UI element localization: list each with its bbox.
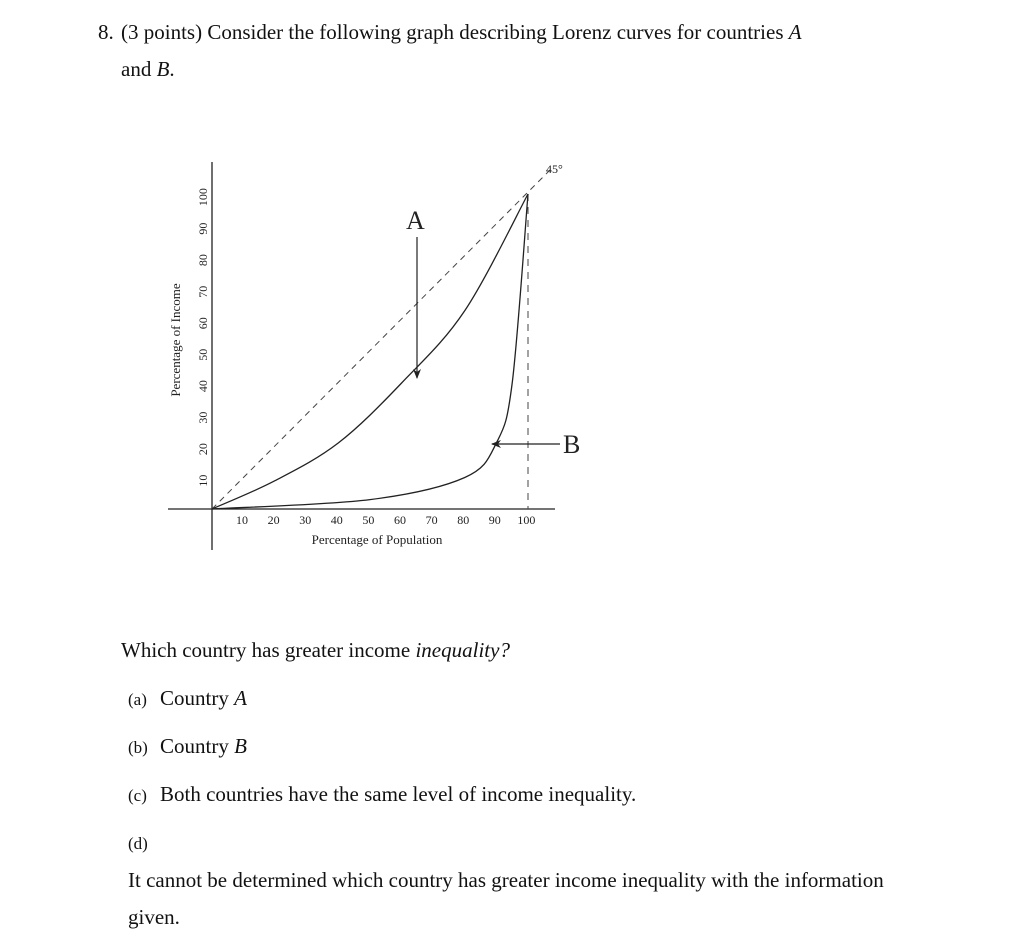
option-c-text: Both countries have the same level of income inequality.	[160, 782, 637, 806]
question-line-2	[98, 51, 928, 88]
equality-line	[212, 170, 550, 509]
x-tick-label: 100	[517, 513, 536, 527]
y-tick-label: 90	[196, 222, 210, 235]
x-tick-label: 10	[236, 513, 248, 527]
option-a[interactable]	[128, 680, 247, 718]
x-tick-label: 40	[330, 513, 343, 527]
x-tick-label: 30	[299, 513, 312, 527]
x-tick-label: 90	[488, 513, 501, 527]
y-tick-label: 40	[196, 380, 210, 393]
x-tick-label: 20	[267, 513, 280, 527]
lorenz-figure	[160, 152, 610, 562]
option-c[interactable]	[128, 776, 636, 814]
option-a-label: (a)	[128, 690, 147, 709]
lorenz-chart	[160, 152, 610, 562]
diagonal-label: 45°	[546, 162, 563, 176]
y-tick-label: 30	[196, 411, 210, 424]
country-b-ref: B	[156, 57, 170, 81]
x-axis-label: Percentage of Population	[311, 532, 443, 547]
y-tick-label: 10	[196, 474, 210, 487]
prompt-emphasis: inequality?	[415, 638, 510, 662]
option-d-text: It cannot be determined which country has greater income inequality with the information given.	[128, 868, 884, 929]
y-tick-label: 50	[196, 348, 210, 361]
x-tick-label: 50	[362, 513, 375, 527]
y-tick-label: 20	[196, 443, 210, 456]
y-tick-label: 70	[196, 285, 210, 298]
question-period: .	[169, 57, 175, 81]
option-a-text: Country	[160, 686, 229, 710]
y-tick-label: 80	[196, 254, 210, 267]
y-tick-label: 60	[196, 317, 210, 330]
x-tick-labels	[236, 513, 535, 527]
x-tick-label: 70	[425, 513, 438, 527]
question-stem	[98, 14, 928, 88]
y-tick-labels	[196, 188, 210, 487]
option-b[interactable]	[128, 728, 247, 766]
curve-b-label: B	[563, 430, 581, 459]
option-d-label: (d)	[128, 834, 148, 853]
question-prompt	[121, 633, 510, 667]
question-text: Consider the following graph describing Lorenz curves for countries	[207, 20, 784, 44]
option-c-label: (c)	[128, 786, 147, 805]
question-points: (3 points)	[121, 20, 203, 44]
x-tick-label: 60	[394, 513, 406, 527]
prompt-text: Which country has greater income	[121, 638, 411, 662]
y-axis-label: Percentage of Income	[168, 283, 183, 397]
option-b-text: Country	[160, 734, 229, 758]
option-b-label: (b)	[128, 738, 148, 757]
option-a-var: A	[234, 686, 247, 710]
question-number: 8.	[98, 20, 114, 44]
option-b-var: B	[234, 734, 247, 758]
curve-a-label: A	[406, 206, 425, 235]
question-and: and	[121, 57, 152, 81]
option-d[interactable]	[128, 824, 928, 936]
y-tick-label: 100	[196, 188, 210, 207]
x-tick-label: 80	[457, 513, 470, 527]
country-a-ref: A	[788, 20, 802, 44]
